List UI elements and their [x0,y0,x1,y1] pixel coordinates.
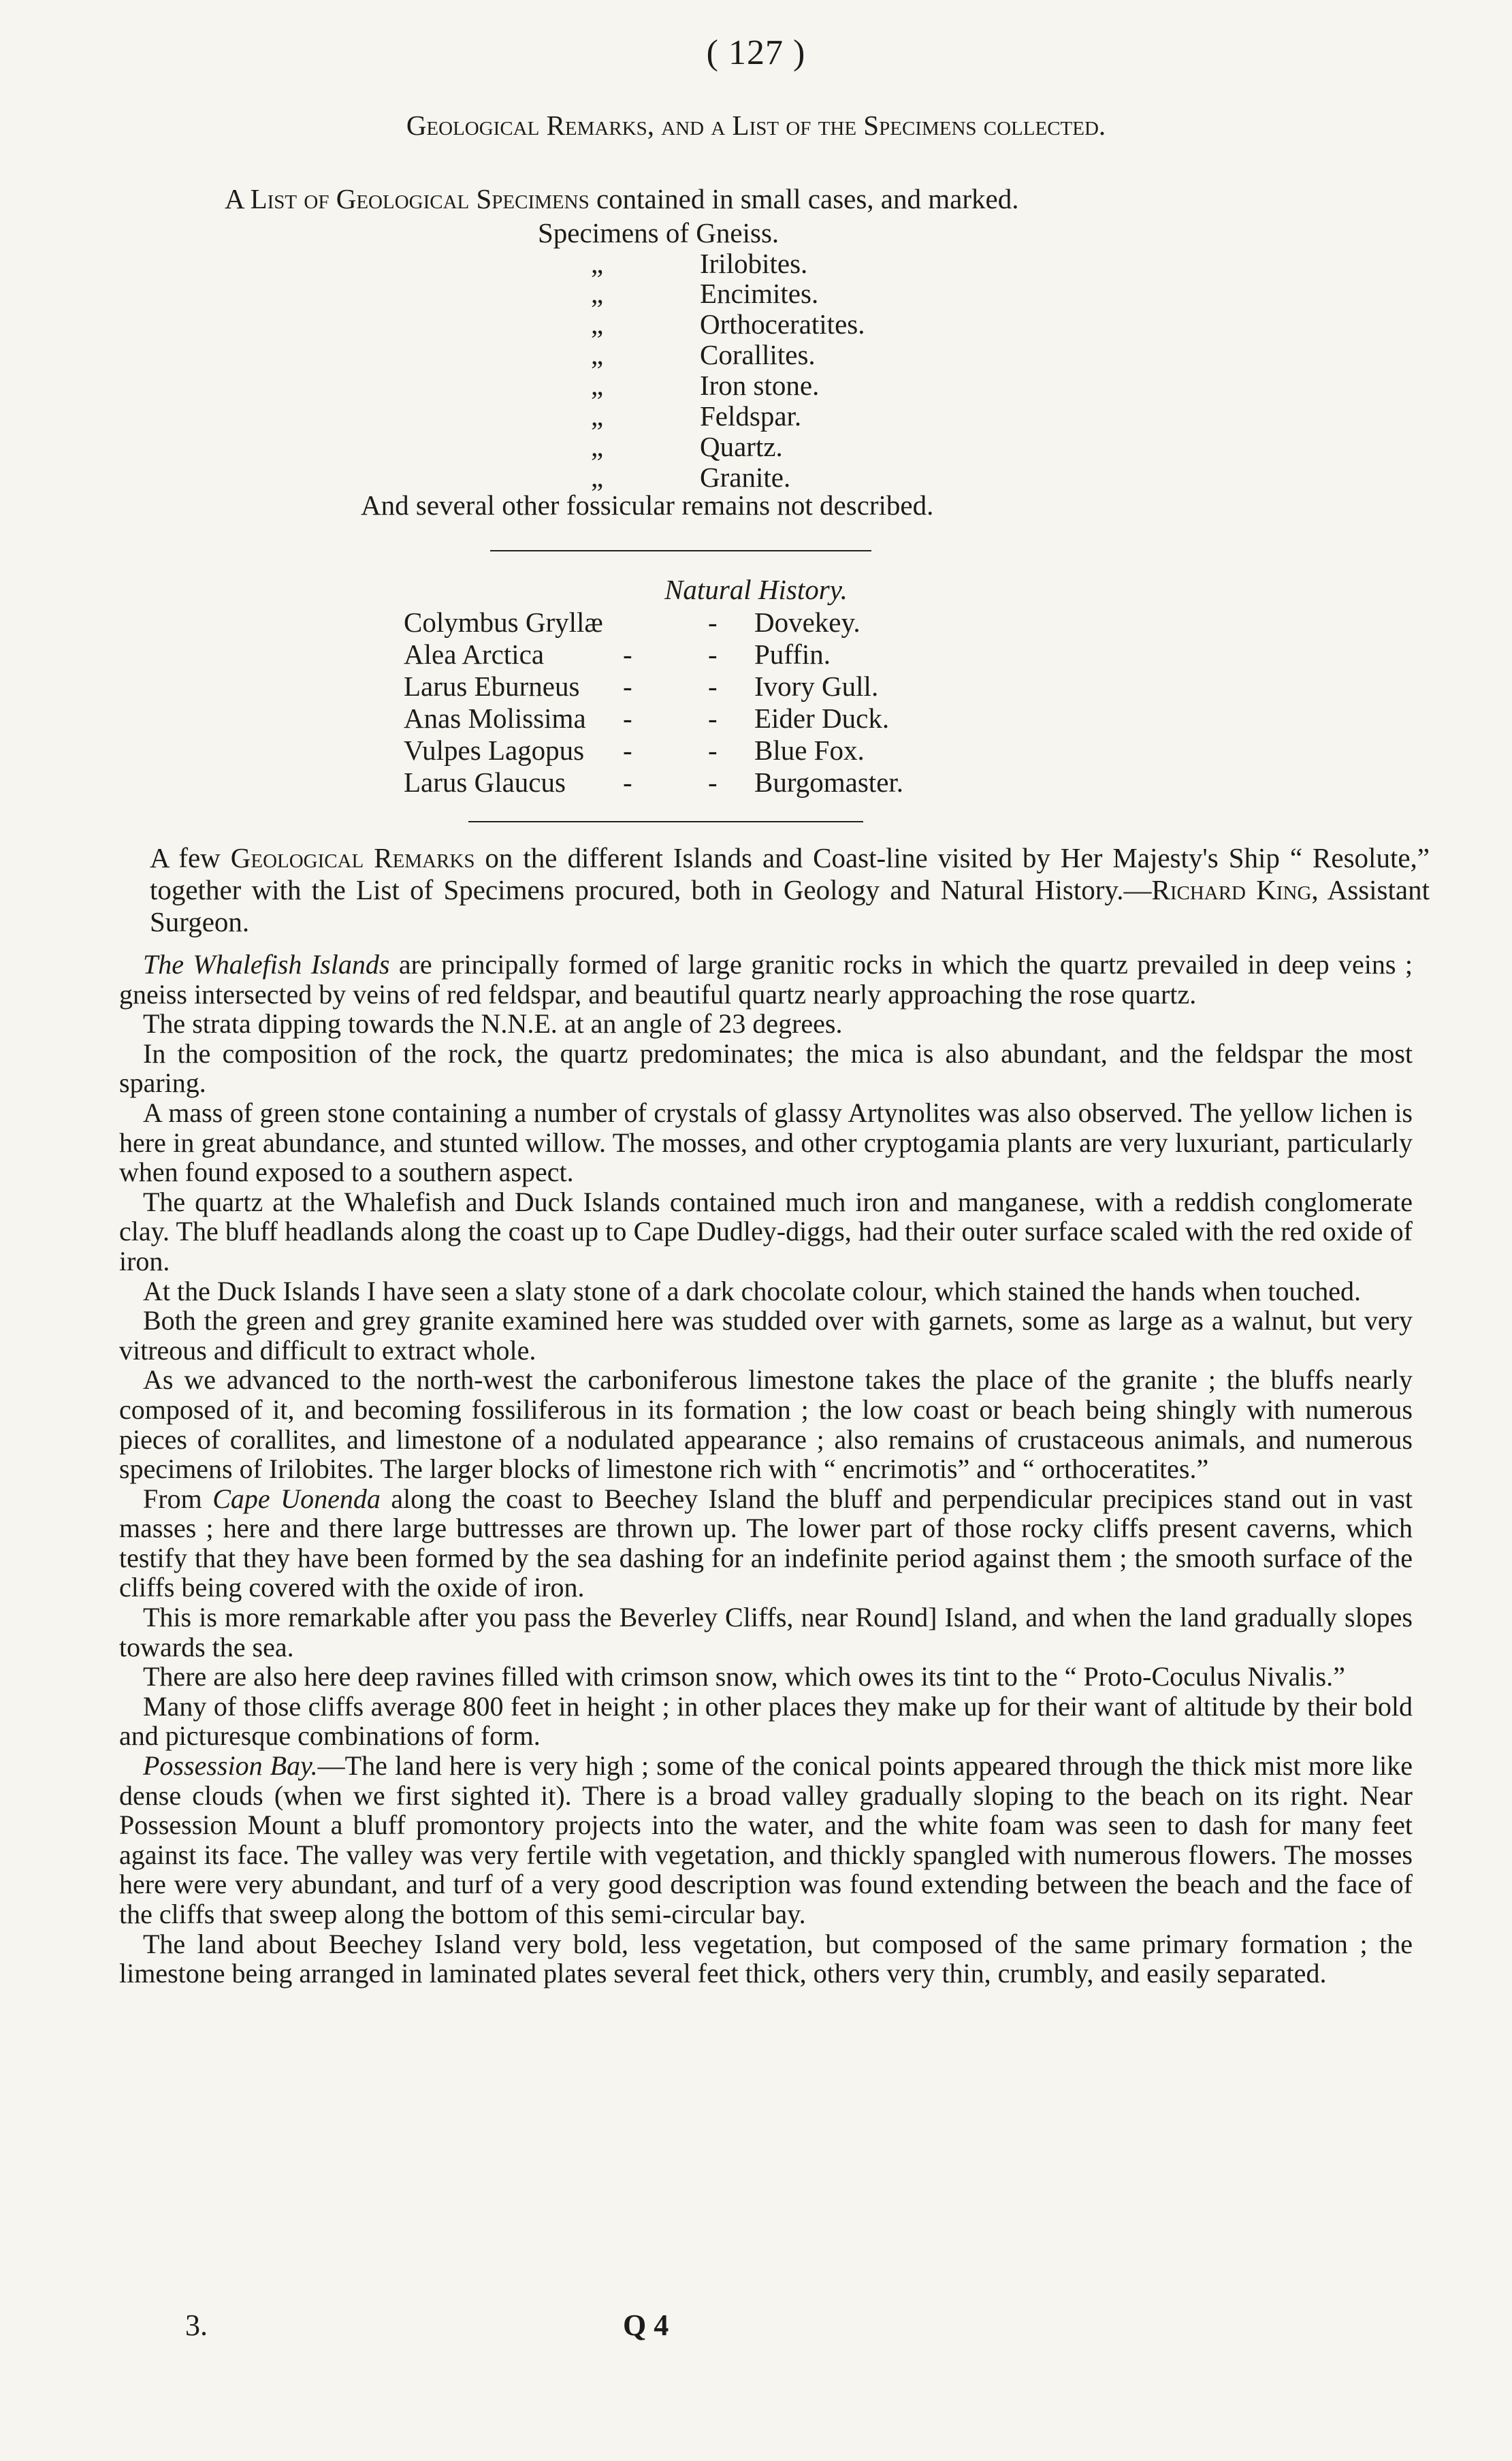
paragraph [119,1751,1413,1929]
ditto-mark: „ [591,308,604,340]
paragraph: The quartz at the Whalefish and Duck Islands contained much iron and manganese, with a reddish conglomerate clay. The bluff headlands along the coast up to Cape Dudley-diggs, had their outer surface scaled with the red oxide of iron. [119,1186,1413,1276]
paragraph [119,950,1413,1009]
specimens-intro-rest: contained in small cases, and marked. [589,183,1019,214]
dash: - [623,703,632,734]
dash: - [623,671,632,702]
common-name: Ivory Gull. [754,671,879,702]
dash: - [708,735,718,766]
dash: - [708,671,718,702]
paragraph: Both the green and grey granite examined here was studded over with garnets, some as large as a walnut, but very vitreous and difficult to extract whole. [119,1305,1413,1366]
latin-name: Alea Arctica [404,639,545,670]
specimen-name: Orthoceratites. [700,308,865,340]
paragraph-text: along the coast to Beechey Island the bluff and perpendicular precipices stand out in vast masses ; here and there large buttresses are thrown up. The lower part of those rocky cliffs present caverns, which testify that they have been formed by the sea dashing for an indefinite period against them ; the smooth surface of the cliffs being covered with the oxide of iron. [119,1483,1413,1603]
specimen-name: Corallites. [700,339,816,370]
dash: - [708,607,718,638]
common-name: Blue Fox. [754,735,865,766]
body-text [119,950,1413,1989]
author-name: Richard King [1151,874,1312,905]
remarks-intro-text: A few [150,842,231,873]
paragraph-text: —The land here is very high ; some of the conical points appeared through the thick mist more like dense clouds (when we first sighted it). There is a broad valley gradually sloping to the beach on its right. Near Possession Mount a bluff promontory projects into the water, and the white foam was seen to dash for many feet against its face. The valley was very fertile with vegetation, and thickly spangled with numerous flowers. The mosses here were very abundant, and turf of a very good description was found extending between the beach and the face of the cliffs that sweep along the bottom of this semi-circular bay. [119,1750,1413,1929]
specimen-name: Quartz. [700,431,783,462]
place-name: Possession Bay. [143,1750,318,1782]
remarks-intro [123,842,1430,938]
paragraph-text: are principally formed of large granitic rocks in which the quartz prevailed in deep veins ; gneiss intersected by veins of red feldspar, and beautiful quartz nearly approaching the rose quartz. [119,949,1413,1010]
dash: - [623,639,632,670]
signature-mark: 3. [185,2309,208,2342]
dash: - [708,639,718,670]
paragraph: In the composition of the rock, the quartz predominates; the mica is also abundant, and the feldspar the most sparing. [119,1038,1413,1099]
common-name: Burgomaster. [754,767,904,798]
specimens-intro [225,182,1450,215]
paragraph: The land about Beechey Island very bold, less vegetation, but composed of the same primary formation ; the limestone being arranged in laminated plates several feet thick, others very thin, crumbly, and easily separated. [119,1928,1413,1989]
dash: - [708,703,718,734]
common-name: Puffin. [754,639,831,670]
specimen-name: Iron stone. [700,370,820,401]
specimen-name: Granite. [700,462,791,493]
ditto-mark: „ [591,278,604,309]
dash: - [623,767,632,798]
place-name: The Whalefish Islands [143,949,390,980]
remarks-intro-caps: Geological Remarks [230,842,475,873]
divider-rule [490,550,871,551]
signature-letter: Q 4 [623,2309,669,2342]
natural-history-title: Natural History. [664,574,848,605]
paragraph: This is more remarkable after you pass the Beverley Cliffs, near Round] Island, and when the land gradually slopes towards the sea. [119,1602,1413,1662]
divider-rule [468,821,863,822]
dash: - [708,767,718,798]
ditto-mark: „ [591,370,604,401]
ditto-mark: „ [591,431,604,462]
common-name: Eider Duck. [754,703,890,734]
paragraph: As we advanced to the north-west the carboniferous limestone takes the place of the granite ; the bluffs nearly composed of it, and becoming fossiliferous in its formation ; the low coast or beach being shingly with numerous pieces of corallites, and limestone of a nodulated appearance ; also remains of crustaceous animals, and numerous specimens of Irilobites. The larger blocks of limestone rich with “ encrimotis” and “ orthoceratites.” [119,1364,1413,1485]
ditto-mark: „ [591,462,604,493]
page-number: ( 127 ) [706,33,806,72]
paragraph [119,1484,1413,1603]
paragraph: At the Duck Islands I have seen a slaty stone of a dark chocolate colour, which stained the hands when touched. [143,1275,1361,1306]
ditto-mark: „ [591,339,604,370]
dash: - [623,735,632,766]
specimens-intro-caps: A List of Geological Specimens [225,183,590,214]
specimens-first-line: Specimens of Gneiss. [538,217,779,248]
specimen-name: Encimites. [700,278,819,309]
paragraph: A mass of green stone containing a number of crystals of glassy Artynolites was also observed. The yellow lichen is here in great abundance, and stunted willow. The mosses, and other cryptogamia plants are very luxuriant, particularly when found exposed to a southern aspect. [119,1097,1413,1188]
place-name: Cape Uonenda [212,1483,381,1514]
paragraph: Many of those cliffs average 800 feet in height ; in other places they make up for their want of altitude by their bold and picturesque combinations of form. [119,1690,1413,1752]
latin-name: Anas Molissima [404,703,586,734]
section-title: Geological Remarks, and a List of the Specimens collected. [406,110,1106,141]
specimen-name: Feldspar. [700,400,802,432]
paragraph: There are also here deep ravines filled with crimson snow, which owes its tint to the “ Proto-Coculus Nivalis.” [143,1661,1345,1692]
ditto-mark: „ [591,248,604,279]
specimen-name: Irilobites. [700,248,808,279]
latin-name: Colymbus Gryllæ [404,607,603,638]
remarks-intro-text: , Assistant Surgeon. [150,874,1430,937]
latin-name: Larus Glaucus [404,767,566,798]
latin-name: Vulpes Lagopus [404,735,585,766]
ditto-mark: „ [591,400,604,432]
paragraph: The strata dipping towards the N.N.E. at an angle of 23 degrees. [143,1008,843,1040]
remarks-intro-text: on the different Islands and Coast-line visited by Her Majesty's Ship “ Resolute,” together with the List of Specimens procured, both in Geology and Natural History.— [150,842,1430,905]
paragraph-text: From [143,1483,213,1514]
common-name: Dovekey. [754,607,860,638]
specimens-last-line: And several other fossicular remains not described. [361,489,934,521]
latin-name: Larus Eburneus [404,671,580,702]
